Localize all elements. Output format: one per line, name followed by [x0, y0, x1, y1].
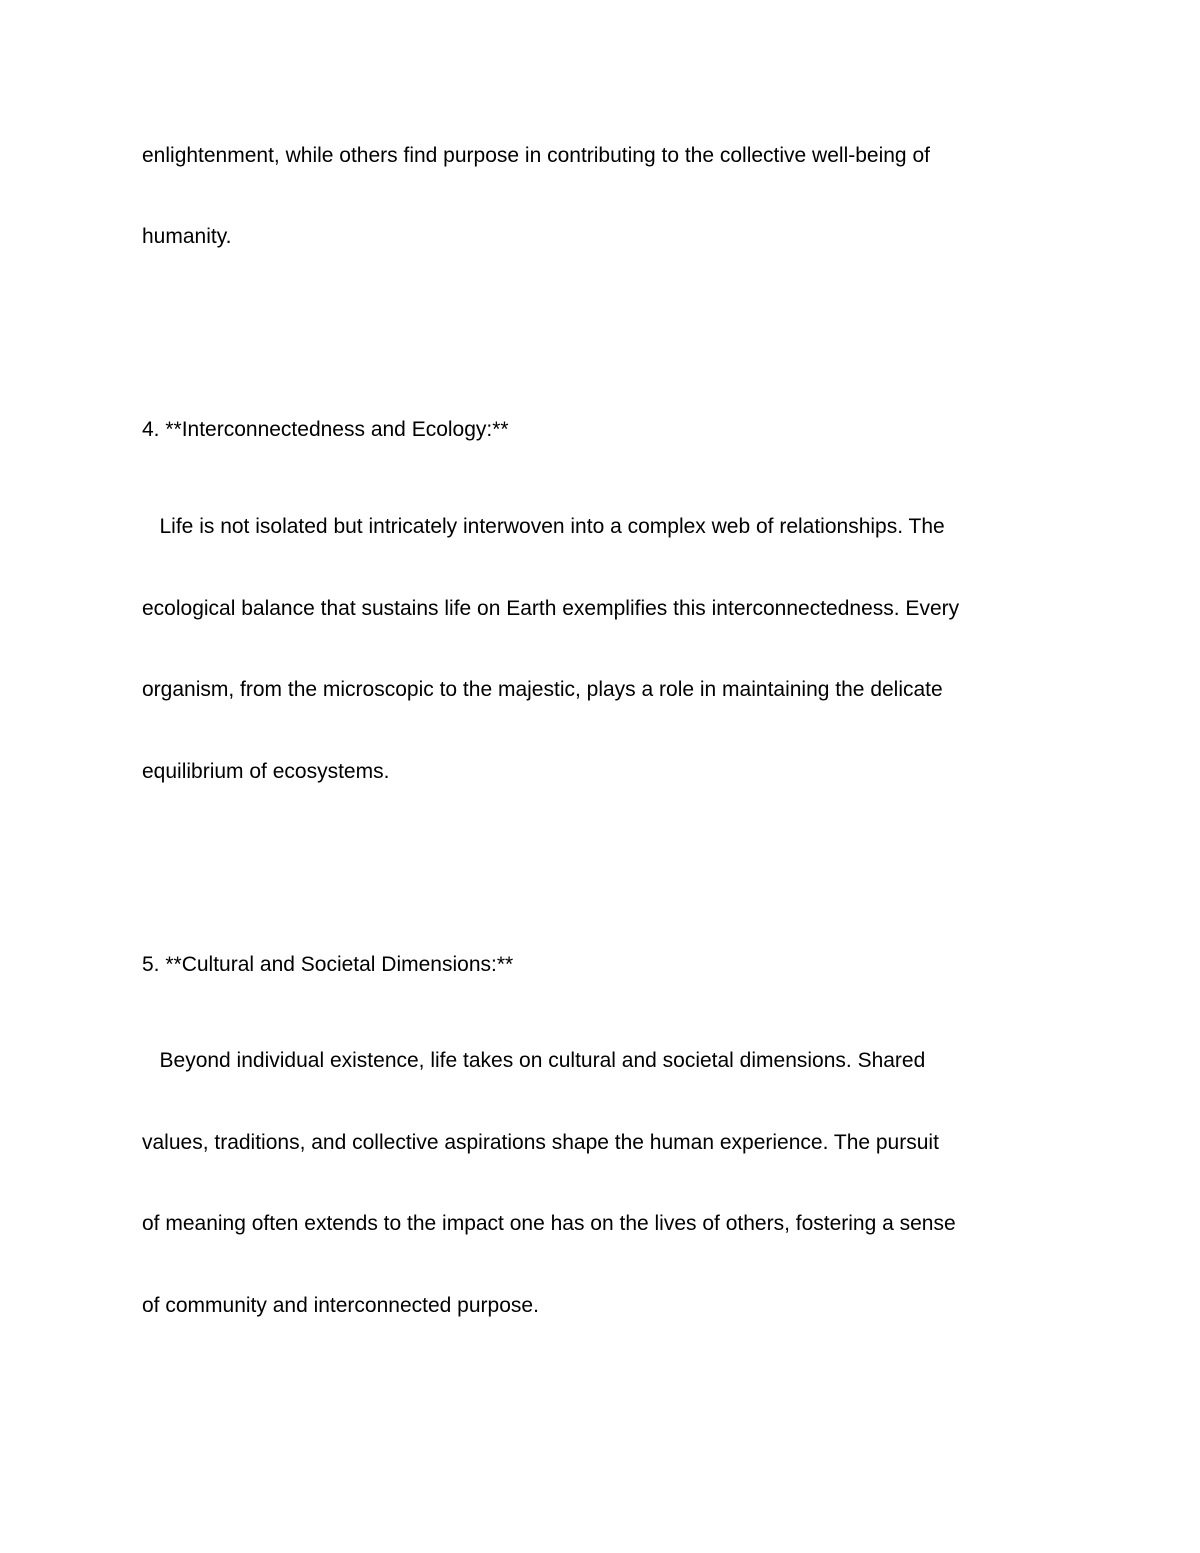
paragraph-line: ecological balance that sustains life on Earth exemplifies this interconnectedness. Every	[142, 597, 960, 620]
section-heading: 4. **Interconnectedness and Ecology:**	[142, 418, 509, 441]
paragraph-line: enlightenment, while others find purpose in contributing to the collective well-being of	[142, 144, 930, 167]
paragraph-line: of community and interconnected purpose.	[142, 1294, 539, 1317]
section-heading: 5. **Cultural and Societal Dimensions:**	[142, 953, 514, 976]
paragraph-line: Life is not isolated but intricately interwoven into a complex web of relationships. The	[142, 515, 945, 538]
paragraph-line: equilibrium of ecosystems.	[142, 760, 390, 783]
paragraph-line: values, traditions, and collective aspirations shape the human experience. The pursuit	[142, 1131, 939, 1154]
paragraph-line: of meaning often extends to the impact one has on the lives of others, fostering a sense	[142, 1212, 956, 1235]
paragraph-line: humanity.	[142, 225, 232, 248]
paragraph-line: organism, from the microscopic to the majestic, plays a role in maintaining the delicate	[142, 678, 943, 701]
paragraph-line: Beyond individual existence, life takes on cultural and societal dimensions. Shared	[142, 1049, 926, 1072]
